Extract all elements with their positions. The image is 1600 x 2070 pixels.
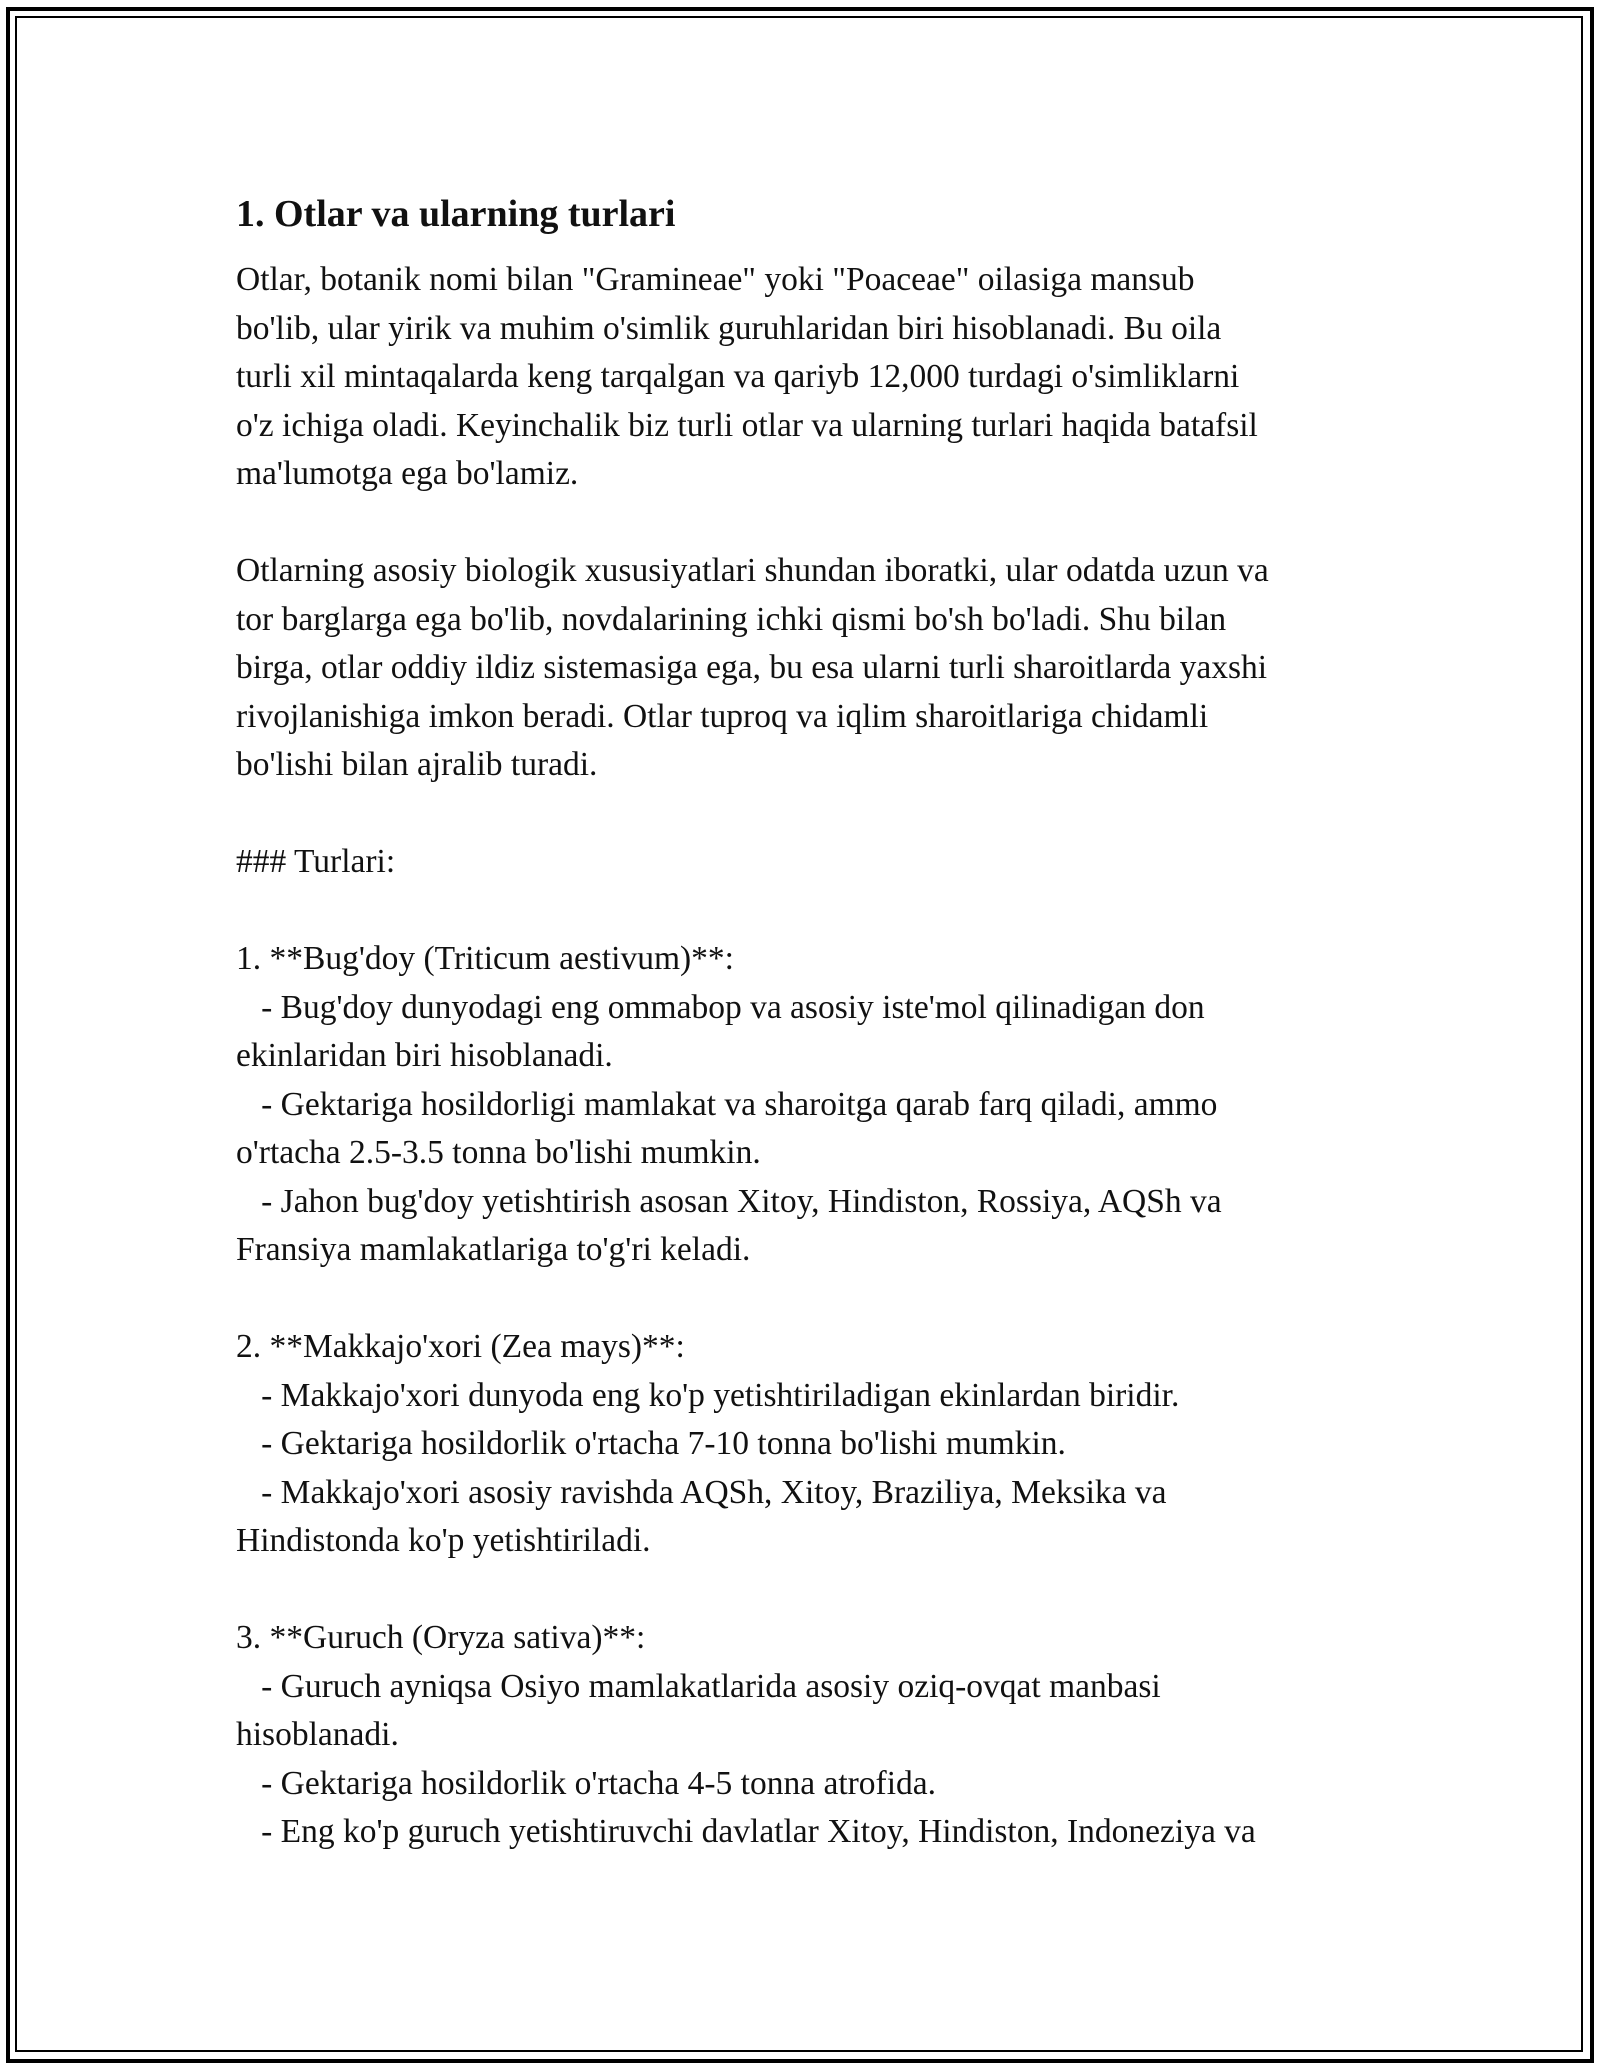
text-line: rivojlanishiga imkon beradi. Otlar tuproq va iqlim sharoitlariga chidamli — [236, 697, 1209, 735]
blank-line — [236, 1566, 1386, 1615]
list-item-wheat — [236, 935, 1386, 1275]
text-line: - Makkajo'xori asosiy ravishda AQSh, Xitoy, Braziliya, Meksika va — [236, 1473, 1167, 1511]
list-item-rice — [236, 1614, 1386, 1857]
text-line: 1. **Bug'doy (Triticum aestivum)**: — [236, 940, 734, 977]
text-line: birga, otlar oddiy ildiz sistemasiga ega, bu esa ularni turli sharoitlarda yaxshi — [236, 649, 1268, 686]
text-line: ekinlaridan biri hisoblanadi. — [236, 1037, 613, 1074]
text-line: o'rtacha 2.5-3.5 tonna bo'lishi mumkin. — [236, 1134, 761, 1171]
document-body — [236, 188, 1386, 1857]
document-title: 1. Otlar va ularning turlari — [236, 193, 676, 235]
text-line: tor barglarga ega bo'lib, novdalarining ichki qismi bo'sh bo'ladi. Shu bilan — [236, 600, 1227, 638]
text-line: - Gektariga hosildorligi mamlakat va sharoitga qarab farq qiladi, ammo — [236, 1085, 1218, 1123]
text-line: - Eng ko'p guruch yetishtiruvchi davlatlar Xitoy, Hindiston, Indoneziya va — [236, 1813, 1256, 1850]
text-line: 2. **Makkajo'xori (Zea mays)**: — [236, 1328, 685, 1365]
blank-line — [236, 1275, 1386, 1324]
text-line: ma'lumotga ega bo'lamiz. — [236, 455, 579, 492]
text-line: hisoblanadi. — [236, 1716, 399, 1753]
text-line: Hindistonda ko'p yetishtiriladi. — [236, 1522, 651, 1559]
text-line: Otlarning asosiy biologik xususiyatlari shundan iboratki, ular odatda uzun va — [236, 552, 1269, 589]
text-line: - Jahon bug'doy yetishtirish asosan Xitoy, Hindiston, Rossiya, AQSh va — [236, 1182, 1222, 1220]
text-line: - Guruch ayniqsa Osiyo mamlakatlarida asosiy oziq-ovqat manbasi — [236, 1667, 1161, 1705]
text-line: - Gektariga hosildorlik o'rtacha 7-10 tonna bo'lishi mumkin. — [236, 1425, 1066, 1462]
text-line: - Bug'doy dunyodagi eng ommabop va asosiy iste'mol qilinadigan don — [236, 988, 1205, 1026]
text-line: - Makkajo'xori dunyoda eng ko'p yetishtiriladigan ekinlardan biridir. — [236, 1376, 1180, 1414]
text-line: bo'lib, ular yirik va muhim o'simlik guruhlaridan biri hisoblanadi. Bu oila — [236, 309, 1222, 347]
section-heading: ### Turlari: — [236, 843, 396, 880]
text-line: Fransiya mamlakatlariga to'g'ri keladi. — [236, 1231, 751, 1268]
text-line: o'z ichiga oladi. Keyinchalik biz turli otlar va ularning turlari haqida batafsil — [236, 406, 1258, 444]
blank-line — [236, 887, 1386, 936]
text-line: Otlar, botanik nomi bilan "Gramineae" yoki "Poaceae" oilasiga mansub — [236, 261, 1195, 298]
blank-line — [236, 790, 1386, 839]
text-line: - Gektariga hosildorlik o'rtacha 4-5 tonna atrofida. — [236, 1764, 936, 1802]
text-line: turli xil mintaqalarda keng tarqalgan va qariyb 12,000 turdagi o'simliklarni — [236, 358, 1240, 395]
blank-line — [236, 499, 1386, 548]
text-line: bo'lishi bilan ajralib turadi. — [236, 746, 598, 783]
paragraph-2 — [236, 547, 1386, 790]
list-item-maize — [236, 1323, 1386, 1566]
paragraph-1 — [236, 256, 1386, 499]
text-line: 3. **Guruch (Oryza sativa)**: — [236, 1619, 646, 1656]
